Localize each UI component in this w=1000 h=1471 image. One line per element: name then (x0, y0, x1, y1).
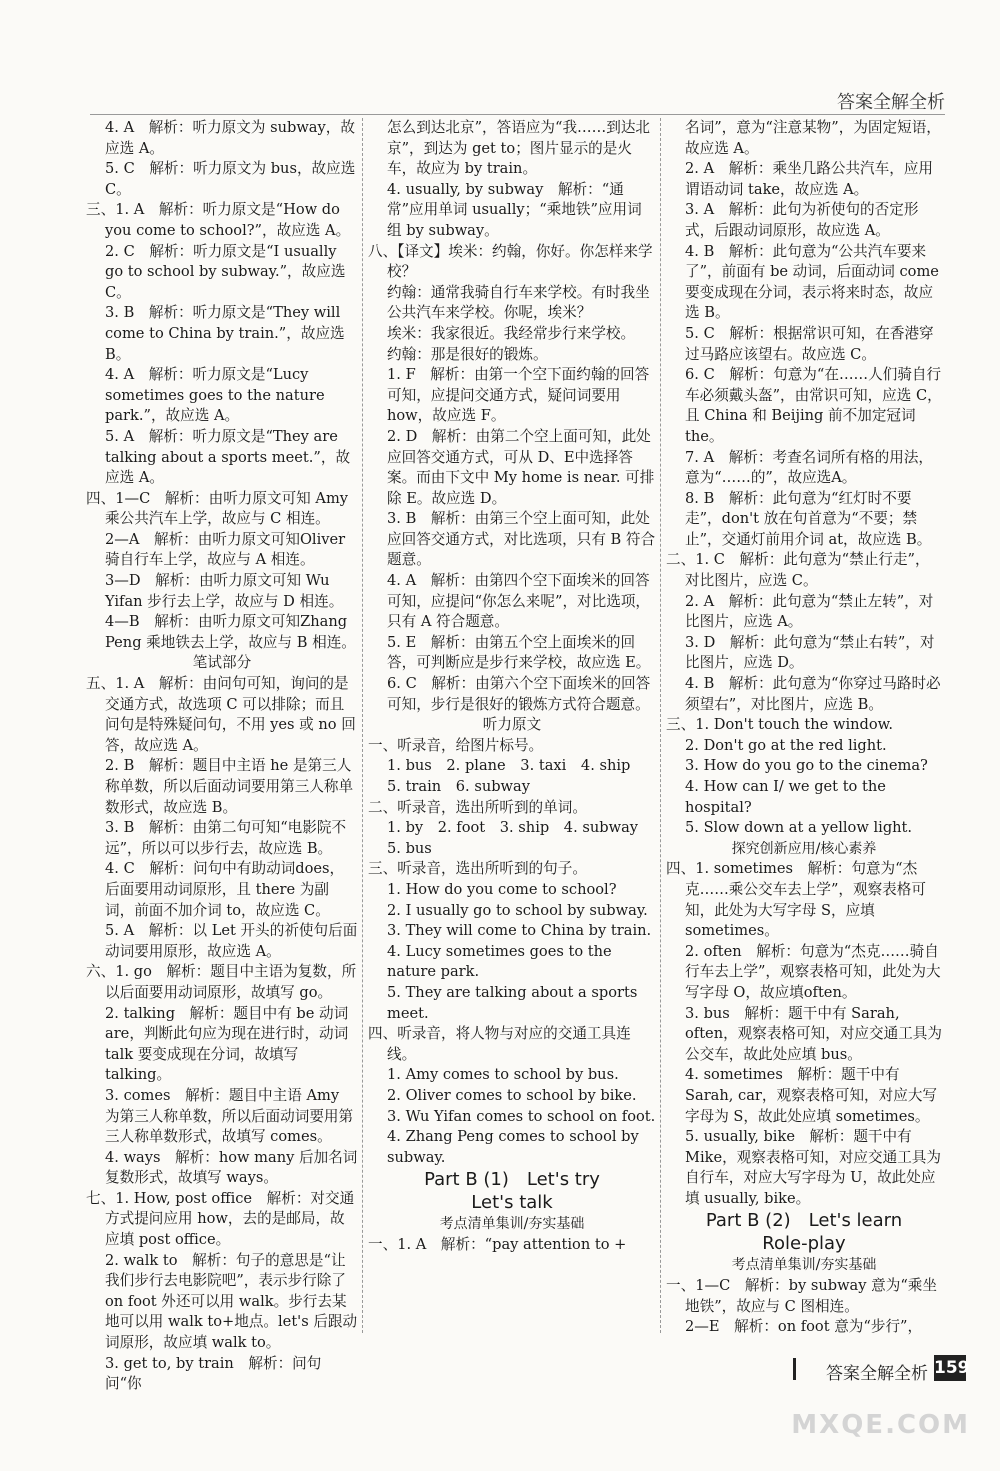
transcript-item: 4. Lucy sometimes goes to the nature park. (387, 942, 617, 981)
site-watermark: MXQE.COM (791, 1410, 970, 1440)
answer-item: 名词”，意为“注意某物”，为固定短语，故应选 A。 (685, 119, 941, 157)
answer-item: 2. often 解析：句意为“杰克……骑自行车去上学”，观察表格可知，此处为大写字母 O，故应填often。 (685, 942, 941, 1001)
column-divider (660, 118, 661, 1333)
answer-item: 2—E 解析：on foot 意为“步行”， (685, 1318, 923, 1336)
translation-item: 埃米：我家很近。我经常步行来学校。 (387, 324, 636, 342)
answer-item: 2. Don't go at the red light. (685, 736, 887, 754)
transcript-heading: 四、听录音，将人物与对应的交通工具连线。 (368, 1025, 631, 1063)
section-heading: 笔试部分 (192, 654, 252, 672)
answer-item: 2. A 解析：此句意为“禁止左转”，对比图片，应选 A。 (685, 592, 934, 631)
part-heading: Part B (2) Let's learn (705, 1210, 903, 1232)
answer-item: 2—A 解析：由听力原文可知Oliver 骑自行车上学，故应与 A 相连。 (105, 530, 350, 569)
translation-item: 约翰：那是很好的锻炼。 (387, 345, 548, 363)
answer-item: 4. B 解析：此句意为“公共汽车要来了”，前面有 be 动词，后面动词 come 要变成现在分词，表示将来时态，故应选 B。 (685, 242, 944, 322)
transcript-item: 3. Wu Yifan comes to school on foot. (387, 1107, 656, 1125)
answer-item: 5. A 解析：听力原文是“They are talking about a sports meet.”，故应选 A。 (105, 427, 351, 487)
header-title: 答案全解全析 (837, 92, 945, 113)
answer-item: 4. A 解析：听力原文为 subway，故应选 A。 (105, 119, 355, 157)
transcript-item: 1. bus 2. plane 3. taxi 4. ship (387, 757, 631, 775)
answer-item: 六、1. go 解析：题目中主语为复数，所以后面要用动词原形，故填写 go。 (86, 963, 357, 1001)
translation-item: 约翰：通常我骑自行车来学校。有时我坐公共汽车来学校。你呢，埃米？ (387, 283, 650, 322)
transcript-item: 1. Amy comes to school by bus. (387, 1066, 619, 1084)
answer-item: 8. B 解析：此句意为“红灯时不要走”，don't 放在句首意为“不要；禁止”，交通灯前用介词 at，故应选 B。 (685, 489, 932, 548)
answer-item: 4. sometimes 解析：题干中有 Sarah, car，观察表格可知，对应大写字母为 S，故此处应填 sometimes。 (685, 1066, 938, 1125)
answer-item: 5. A 解析：以 Let 开头的祈使句后面动词要用原形，故应选 A。 (105, 922, 358, 960)
answer-item: 2. B 解析：题目中主语 he 是第三人称单数，所以后面动词要用第三人称单数形式，故应选 B。 (105, 757, 354, 816)
answer-item: 2. D 解析：由第二个空上面可知，此处应回答交通方式，可从 D、E中选择答案。而由下文中 My home is near. 可排除 E。故应选 D。 (387, 427, 655, 507)
part-heading: Part B (1) Let's try (424, 1169, 600, 1191)
answer-item: 3. B 解析：由第三个空上面可知，此处应回答交通方式，对比选项，只有 B 符合题意。 (387, 510, 656, 569)
answer-item: 4. usually, by subway 解析：“通常”应用单词 usually；“乘地铁”应用词组 by subway。 (387, 180, 642, 239)
section-heading: 探究创新应用/核心素养 (731, 840, 877, 857)
transcript-item: 1. How do you come to school? (387, 880, 617, 898)
column-divider (362, 118, 363, 1333)
answer-item: 四、1. sometimes 解析：句意为“杰克……乘公交车去上学”，观察表格可知，此处为大写字母 S，应填 sometimes。 (666, 860, 926, 940)
section-heading: 考点清单集训/夯实基础 (731, 1257, 877, 1274)
answer-item: 4—B 解析：由听力原文可知Zhang Peng 乘地铁去上学，故应与 B 相连。 (105, 613, 356, 651)
section-heading: 考点清单集训/夯实基础 (439, 1216, 585, 1233)
part-subheading: Role-play (762, 1233, 846, 1255)
column-2 (368, 118, 656, 1333)
answer-item: 四、1—C 解析：由听力原文可知 Amy 乘公共汽车上学，故应与 C 相连。 (86, 489, 353, 528)
answer-item: 3. D 解析：此句意为“禁止右转”，对比图片，应选 D。 (685, 633, 935, 672)
transcript-item: 4. Zhang Peng comes to school by subway. (387, 1128, 644, 1166)
answer-item: 4. A 解析：由第四个空下面埃米的回答可知，应提问“你怎么来呢”，对比选项，只有 A 符合题意。 (387, 572, 651, 631)
transcript-item: 2. Oliver comes to school by bike. (387, 1086, 637, 1104)
answer-item: 7. A 解析：考查名词所有格的用法，意为“……的”，故应选A。 (685, 448, 934, 487)
answer-item: 5. C 解析：听力原文为 bus，故应选 C。 (105, 160, 360, 198)
answer-item: 1. F 解析：由第一个空下面约翰的回答可知，应提问交通方式，疑问词要用 how，故应选 F。 (387, 366, 650, 425)
column-1 (86, 118, 360, 1393)
answer-item: 4. How can I/ we get to the hospital? (685, 778, 891, 816)
answer-item: 4. A 解析：听力原文是“Lucy sometimes goes to the nature park.”，故应选 A。 (105, 366, 330, 425)
part-subheading: Let's talk (471, 1192, 553, 1214)
answer-item: 2. talking 解析：题目中有 be 动词 are，判断此句应为现在进行时，动词 talk 要变成现在分词，故填写 talking。 (105, 1004, 353, 1084)
column-3 (666, 118, 944, 1336)
answer-item: 4. B 解析：此句意为“你穿过马路时必须望右”，对比图片，应选 B。 (685, 675, 941, 713)
page-footer (0, 1340, 1000, 1400)
transcript-item: 2. I usually go to school by subway. (387, 901, 648, 919)
transcript-item: 5. bus (387, 839, 432, 857)
transcript-item: 1. by 2. foot 3. ship 4. subway (387, 819, 639, 837)
answer-item: 2. A 解析：乘坐几路公共汽车，应用谓语动词 take，故应选 A。 (685, 160, 934, 198)
answer-item: 4. ways 解析：how many 后加名词复数形式，故填写 ways。 (105, 1148, 358, 1187)
answer-item: 一、1. A 解析：“pay attention to + (368, 1235, 627, 1253)
answer-item: 二、1. C 解析：此句意为“禁止行走”，对比图片，应选 C。 (666, 551, 930, 590)
answer-item: 3. get to, by train 解析：问句问“你 (105, 1354, 322, 1393)
answer-item: 3. comes 解析：题目中主语 Amy 为第三人称单数，所以后面动词要用第三人称单数形式，故填写 comes。 (105, 1086, 354, 1146)
translation-item: 八、【译文】埃米：约翰，你好。你怎样来学校？ (368, 242, 653, 281)
answer-item: 2. walk to 解析：句子的意思是“让我们步行去电影院吧”，表示步行除了 on foot 外还可以用 walk。步行去某地可以用 walk to+地点。let's 后跟动词原形，故应填 walk to。 (105, 1251, 358, 1352)
transcript-heading: 三、听录音，选出所听到的句子。 (368, 860, 587, 878)
page-number: 159 (934, 1355, 966, 1381)
answer-item: 3. bus 解析：题干中有 Sarah, often，观察表格可知，对应交通工具为公交车，故此处应填 bus。 (685, 1004, 942, 1063)
answer-item: 七、1. How, post office 解析：对交通方式提问应用 how，去的是邮局，故应填 post office。 (86, 1189, 355, 1249)
answer-item: 6. C 解析：句意为“在……人们骑自行车必须戴头盔”，由常识可知，应选 C，且 China 和 Beijing 前不加定冠词 the。 (685, 366, 942, 445)
page-header (0, 0, 1000, 118)
answer-item: 一、1—C 解析：by subway 意为“乘坐地铁”，故应与 C 图相连。 (666, 1277, 937, 1315)
answer-item: 5. Slow down at a yellow light. (685, 819, 913, 837)
transcript-heading: 一、听录音，给图片标号。 (368, 736, 544, 754)
answer-item: 五、1. A 解析：由问句可知，询问的是交通方式，故选项 C 可以排除；而且问句是特殊疑问句，不用 yes 或 no 回答，故应选 A。 (86, 675, 356, 754)
transcript-item: 3. They will come to China by train. (387, 922, 652, 940)
answer-item: 3. B 解析：听力原文是“They will come to China by train.”，故应选B。 (105, 304, 345, 363)
answer-item: 4. C 解析：问句中有助动词does，后面要用动词原形，且 there 为副词，前面不加介词 to，故应选 C。 (105, 860, 345, 919)
answer-item: 三、1. A 解析：听力原文是“How do you come to school?”，故应选 A。 (86, 201, 351, 239)
answer-item: 3. How do you go to the cinema? (685, 757, 928, 775)
answer-item: 3. B 解析：由第二句可知“电影院不远”，所以可以步行去，故应选 B。 (105, 819, 347, 857)
answer-item: 5. C 解析：根据常识可知，在香港穿过马路应该望右。故应选 C。 (685, 324, 934, 363)
section-heading: 听力原文 (482, 716, 542, 734)
transcript-item: 5. train 6. subway (387, 778, 530, 795)
transcript-heading: 二、听录音，选出所听到的单词。 (368, 798, 587, 816)
answer-item: 3—D 解析：由听力原文可知 Wu Yifan 步行去上学，故应与 D 相连。 (105, 572, 344, 610)
answer-item: 6. C 解析：由第六个空下面埃米的回答可知，步行是很好的锻炼方式符合题意。 (387, 675, 651, 713)
header-rule (90, 114, 945, 115)
answer-item: 怎么到达北京”，答语应为“我……到达北京”，到达为 get to；图片显示的是火车，故应为 by train。 (387, 119, 651, 178)
footer-bar (793, 1358, 796, 1380)
answer-item: 2. C 解析：听力原文是“I usually go to school by subway.”，故应选C。 (105, 242, 346, 301)
answer-item: 5. usually, bike 解析：题干中有 Mike，观察表格可知，对应交通工具为自行车，对应大写字母为 U，故此处应填 usually, bike。 (685, 1128, 941, 1207)
answer-item: 三、1. Don't touch the window. (666, 716, 894, 734)
footer-label: 答案全解全析 (826, 1364, 928, 1384)
transcript-item: 5. They are talking about a sports meet. (387, 983, 642, 1022)
answer-item: 3. A 解析：此句为祈使句的否定形式，后跟动词原形，故应选 A。 (685, 201, 919, 239)
answer-item: 5. E 解析：由第五个空上面埃米的回答，可判断应是步行来学校，故应选 E。 (387, 633, 651, 672)
